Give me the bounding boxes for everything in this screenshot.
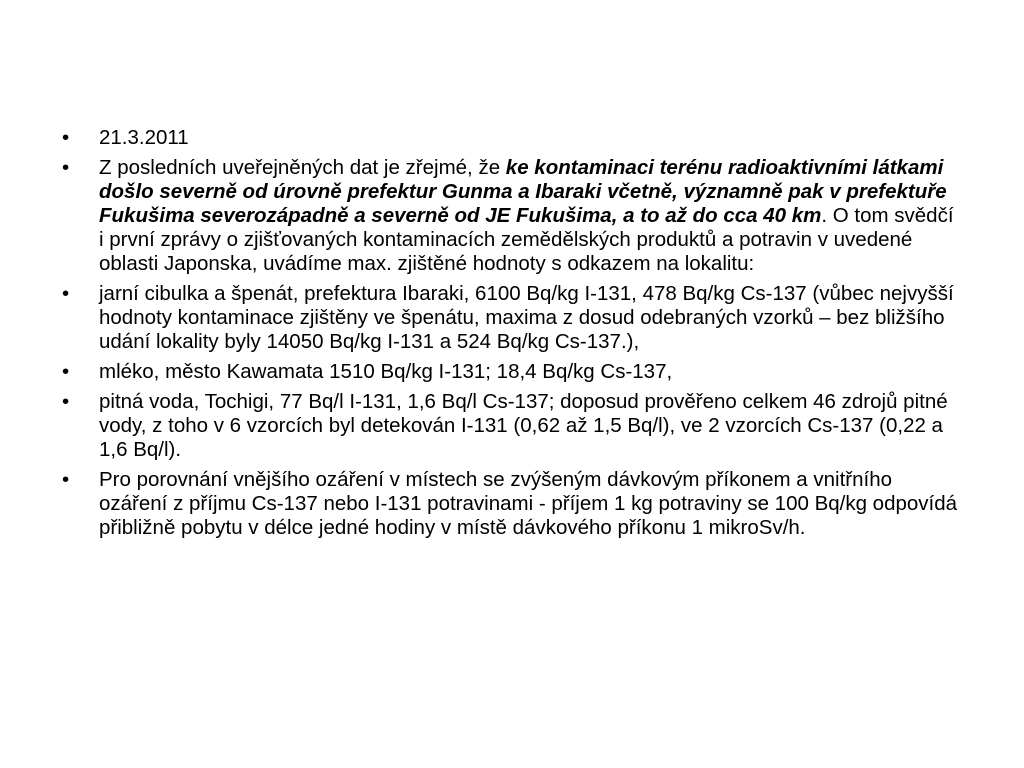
bullet-text-before: Z posledních uveřejněných dat je zřejmé, že [99,156,506,179]
bullet-item-milk [62,360,962,384]
bullet-item-spinach [62,282,962,354]
bullet-list [62,126,962,546]
bullet-item-contamination-summary [62,156,962,276]
bullet-item-comparison [62,468,962,540]
bullet-text: pitná voda, Tochigi, 77 Bq/l I-131, 1,6 Bq/l Cs-137; doposud prověřeno celkem 46 zdrojů pitné vody, z toho v 6 vzorcích byl detekován I-131 (0,62 až 1,5 Bq/l), ve 2 vzorcích Cs-137 (0,22 a 1,6 Bq/l). [99,390,948,461]
bullet-dot-icon: • [62,282,70,305]
bullet-text: mléko, město Kawamata 1510 Bq/kg I-131; 18,4 Bq/kg Cs-137, [99,360,673,383]
bullet-text-after: . O tom svědčí i první zprávy o zjišťovaných kontaminacích zemědělských produktů a potravin v uvedené oblasti Japonska, uvádíme max. zjištěné hodnoty s odkazem na lokalitu: [99,204,954,275]
bullet-text-emphasis: ke kontaminaci terénu radioaktivními látkami došlo severně od úrovně prefektur Gunma a Ibaraki včetně, významně pak v prefektuře Fukušima severozápadně a severně od JE Fukušima, a to až do cca 40 km [99,156,947,227]
bullet-dot-icon: • [62,390,70,413]
bullet-text: 21.3.2011 [99,126,189,149]
bullet-text: Pro porovnání vnějšího ozáření v místech se zvýšeným dávkovým příkonem a vnitřního ozáření z příjmu Cs-137 nebo I-131 potravinami - příjem 1 kg potraviny se 100 Bq/kg odpovídá přibližně pobytu v délce jedné hodiny v místě dávkového příkonu 1 mikroSv/h. [99,468,958,539]
bullet-dot-icon: • [62,468,70,491]
bullet-dot-icon: • [62,360,70,383]
bullet-dot-icon: • [62,156,70,179]
bullet-dot-icon: • [62,126,70,149]
bullet-item-date [62,126,962,150]
bullet-text: jarní cibulka a špenát, prefektura Ibaraki, 6100 Bq/kg I-131, 478 Bq/kg Cs-137 (vůbec nejvyšší hodnoty kontaminace zjištěny ve špenátu, maxima z dosud odebraných vzorků – bez bližšího udání lokality byly 14050 Bq/kg I-131 a 524 Bq/kg Cs-137.), [99,282,954,353]
bullet-item-drinking-water [62,390,962,462]
